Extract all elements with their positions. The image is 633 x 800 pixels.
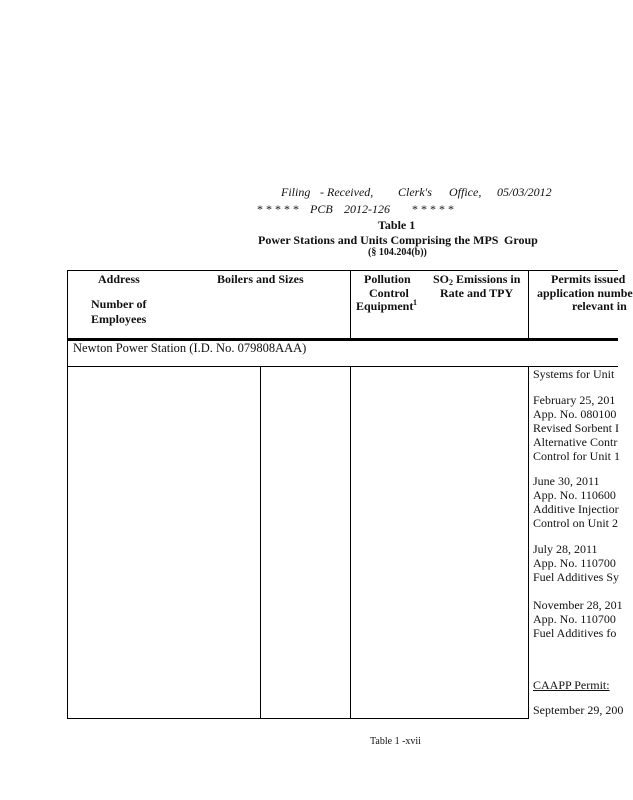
stamp-stars-left: * * * * *: [257, 202, 299, 216]
stamp-office: Office,: [449, 185, 482, 199]
header-pollution-line1: Pollution: [364, 272, 411, 286]
station-row-label: Newton Power Station (I.D. No. 079808AAA): [73, 341, 307, 355]
col-divider-permits: [528, 366, 529, 719]
permit-line: Fuel Additives Sy: [533, 570, 620, 584]
col-divider-boilers: [260, 366, 261, 719]
table-subtitle-group: Group: [504, 233, 538, 247]
permit-line: Control for Unit 1: [533, 449, 620, 463]
table-top-border: [67, 270, 618, 271]
table-left-border: [67, 270, 68, 719]
permit-line: Control on Unit 2: [533, 516, 619, 530]
col-divider-pollution-header: [350, 270, 351, 339]
header-employees-line2: Employees: [91, 312, 147, 326]
permit-line: App. No. 110700: [533, 612, 616, 626]
permit-line: Systems for Unit: [533, 367, 615, 381]
header-pollution-footnote: 1: [413, 298, 417, 307]
permit-line: Alternative Contr: [533, 435, 618, 449]
permit-line: Revised Sorbent I: [533, 421, 619, 435]
table-title: Table 1: [378, 218, 416, 232]
col-divider-permits-header: [528, 270, 529, 339]
header-so2-subscript: 2: [449, 278, 454, 287]
stamp-clerks: Clerk's: [398, 185, 432, 199]
table-citation: (§ 104.204(b)): [368, 247, 427, 258]
table-bottom-border: [67, 718, 529, 719]
header-employees-line1: Number of: [91, 297, 147, 311]
header-permits-line3: relevant in: [572, 299, 627, 313]
stamp-docket: 2012-126: [344, 202, 390, 216]
header-so2-suffix: Emissions in: [453, 272, 521, 286]
permit-line: June 30, 2011: [533, 474, 600, 488]
header-address: Address: [98, 272, 140, 286]
table-subtitle: Power Stations and Units Comprising the MPS: [258, 233, 499, 247]
permit-line: Additive Injectior: [533, 502, 619, 516]
permit-line: App. No. 080100: [533, 407, 617, 421]
permit-line: November 28, 201: [533, 598, 623, 612]
stamp-received: - Received,: [320, 185, 374, 199]
header-pollution-line2: Control: [369, 286, 409, 300]
stamp-filing: Filing: [281, 185, 311, 199]
header-so2-line2: Rate and TPY: [440, 286, 514, 300]
permit-line-caapp: CAAPP Permit:: [533, 678, 610, 692]
stamp-date: 05/03/2012: [497, 185, 552, 199]
permit-line: Fuel Additives fo: [533, 626, 617, 640]
header-boilers: Boilers and Sizes: [217, 272, 304, 286]
header-so2-prefix: SO: [433, 272, 450, 286]
stamp-stars-right: * * * * *: [412, 202, 454, 216]
stamp-pcb: PCB: [310, 202, 333, 216]
permit-line: July 28, 2011: [533, 542, 598, 556]
col-divider-pollution: [350, 366, 351, 719]
page-footer: Table 1 -xvii: [370, 736, 421, 747]
permit-line: App. No. 110700: [533, 556, 616, 570]
header-pollution-line3: Equipment: [356, 299, 414, 313]
permit-line: February 25, 201: [533, 393, 616, 407]
header-permits-line2: application numbe: [537, 286, 633, 300]
permit-line: App. No. 110600: [533, 488, 616, 502]
permit-line: September 29, 200: [533, 703, 624, 717]
header-permits-line1: Permits issued: [551, 272, 626, 286]
